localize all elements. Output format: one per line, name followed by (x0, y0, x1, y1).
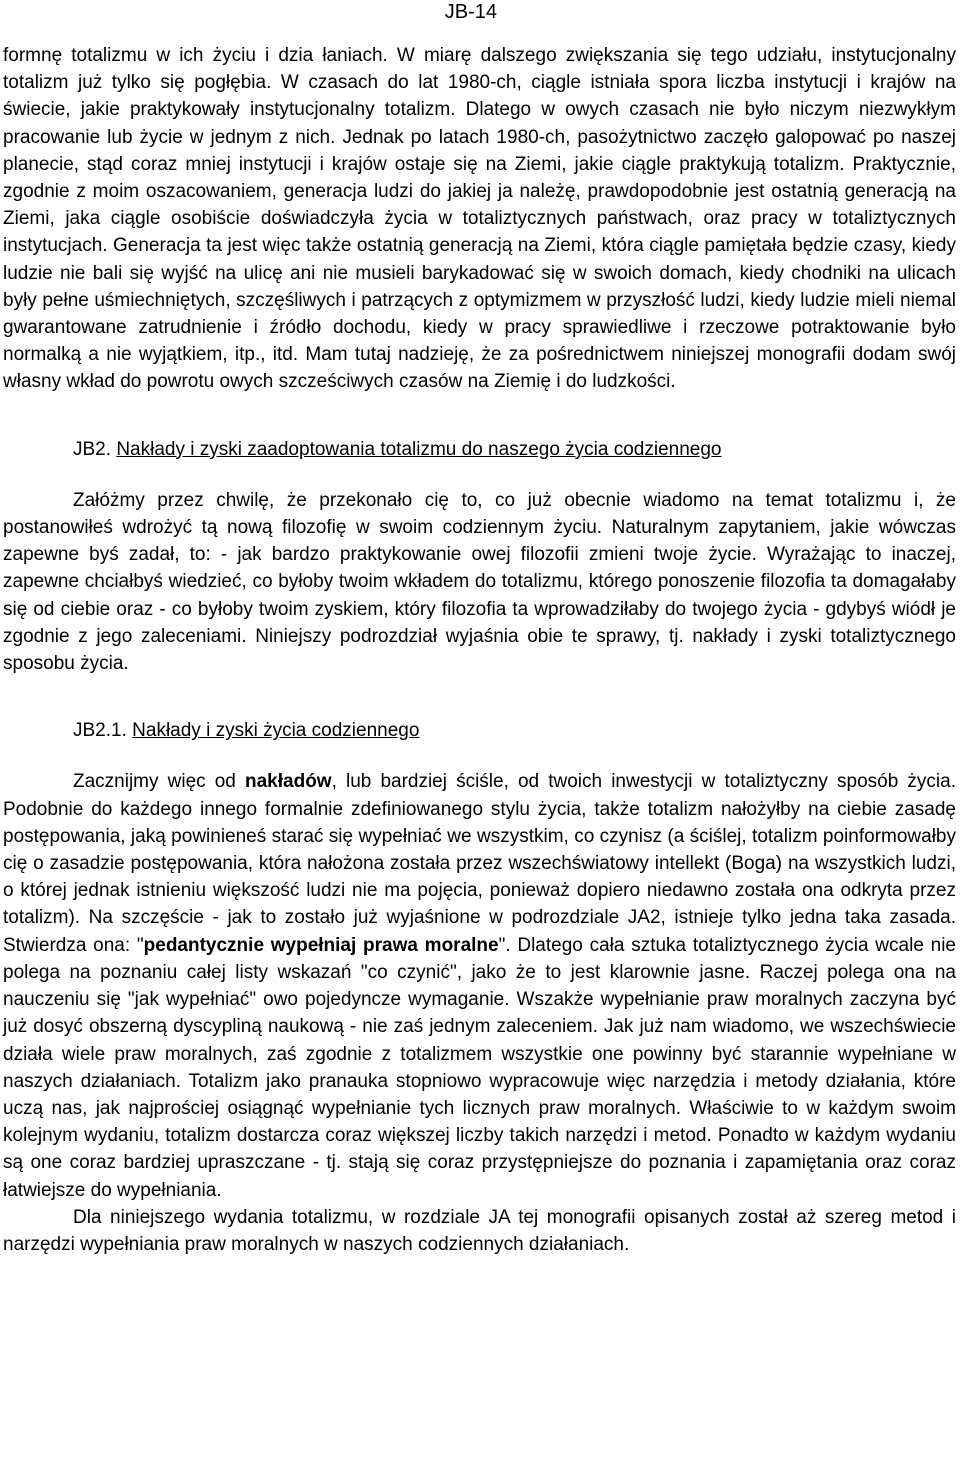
section-jb2-paragraph: Załóżmy przez chwilę, że przekonało cię to, co już obecnie wiadomo na temat totalizmu i, że postanowiłeś wdrożyć tą nową filozofię w swoim codziennym życiu. Naturalnym zapytaniem, jakie wówczas zapewne byś zadał, to: - jak bardzo praktykowanie owej filozofii zmieni twoje życie. Wyrażając to inaczej, zapewne chciałbyś wiedzieć, co byłoby twoim wkładem do totalizmu, którego ponoszenie filozofia ta domagałaby się od ciebie oraz - co byłoby twoim zyskiem, który filozofia ta wprowadziłaby do twojego życia - gdybyś wiódł je zgodnie z jego zaleceniami. Niniejszy podrozdział wyjaśnia obie te sprawy, tj. nakłady i zyski totaliztycznego sposobu życia. (3, 489, 956, 675)
page-header: JB-14 (444, 1, 497, 23)
section-title: Nakłady i zyski życia codziennego (132, 720, 420, 742)
section-number: JB2.1. (73, 720, 127, 742)
spacer (3, 677, 956, 717)
text-run: , lub bardziej ściśle, od twoich inwestycji w totaliztyczny sposób życia. Podobnie do każdego innego formalnie zdefiniowanego stylu życia, także totalizm nałożyłby na ciebie zasadę postępowania, jaką powinieneś starać się wypełniać we wszystkim, co czynisz (a ściślej, totalizm poinformowałby cię o zasadzie postępowania, która nałożona została przez wszechświatowy intellekt (Boga) na wszystkich ludzi, o której jednak istnieniu większość ludzi nie ma pojęcia, ponieważ dopiero niedawno została ona odkryta przez totalizm). Na szczęście - jak to zostało już wyjaśnione w podrozdziale JA2, istnieje tylko jedna taka zasada. Stwierdza ona: " (3, 771, 956, 956)
bold-term: pedantycznie wypełniaj prawa moralne (143, 934, 499, 956)
section-jb2-1-paragraph-1 (3, 768, 956, 1203)
spacer (3, 744, 956, 768)
section-number: JB2. (73, 438, 112, 460)
section-jb2-1-paragraph-2: Dla niniejszego wydania totalizmu, w rozdziale JA tej monografii opisanych został aż szereg metod i narzędzi wypełniania praw moralnych w naszych codziennych działaniach. (3, 1206, 956, 1255)
document-body (3, 42, 956, 1258)
section-heading-jb2-1 (3, 717, 956, 744)
bold-term: nakładów (245, 771, 332, 793)
intro-paragraph: formnę totalizmu w ich życiu i dzia łaniach. W miarę dalszego zwiększania się tego udziału, instytucjonalny totalizm już tylko się pogłębia. W czasach do lat 1980-ch, ciągle istniała spora liczba instytucji i krajów na świecie, jakie praktykowały instytucjonalny totalizm. Dlatego w owych czasach nie było niczym niezwykłym pracowanie lub życie w jednym z nich. Jednak po latach 1980-ch, pasożytnictwo zaczęło galopować po naszej planecie, stąd coraz mniej instytucji i krajów ostaje się na Ziemi, jakie ciągle praktykują totalizm. Praktycznie, zgodnie z moim oszacowaniem, generacja ludzi do jakiej ja należę, prawdopodobnie jest ostatnią generacją na Ziemi, jaka ciągle osobiście doświadczyła życia w totaliztycznych państwach, oraz pracy w totaliztycznych instytucjach. Generacja ta jest więc także ostatnią generacją na Ziemi, która ciągle pamiętała będzie czasy, kiedy ludzie nie bali się wyjść na ulicę ani nie musieli barykadować się w swoich domach, kiedy chodniki na ulicach były pełne uśmiechniętych, szczęśliwych i patrzących z optymizmem w przyszłość ludzi, kiedy ludzie mieli niemal gwarantowane zatrudnienie i źródło dochodu, kiedy w pracy sprawiedliwe i rzeczowe potraktowanie było normalką a nie wyjątkiem, itp., itd. Mam tutaj nadzieję, że za pośrednictwem niniejszej monografii dodam swój własny wkład do powrotu owych szcześciwych czasów na Ziemię i do ludzkości. (3, 45, 956, 393)
spacer (3, 396, 956, 436)
text-run: Zacznijmy więc od (73, 771, 245, 793)
section-title: Nakłady i zyski zaadoptowania totalizmu do naszego życia codziennego (116, 438, 722, 460)
section-heading-jb2 (3, 436, 956, 463)
text-run: ". Dlatego cała sztuka totaliztycznego życia wcale nie polega na poznaniu całej listy wskazań "co czynić", jako że to jest klarownie jasne. Raczej polega ona na nauczeniu się "jak wypełniać" owo pojedyncze wymaganie. Wszakże wypełnianie praw moralnych zaczyna być już dosyć obszerną dyscypliną naukową - nie zaś jednym zaleceniem. Jak już nam wiadomo, we wszechświecie działa wiele praw moralnych, zaś zgodnie z totalizmem wszystkie one powinny być starannie wypełniane w naszych działaniach. Totalizm jako pranauka stopniowo wypracowuje więc narzędzia i metody działania, które uczą nas, jak najprościej osiągnąć wypełnianie tych licznych praw moralnych. Właściwie to w każdym swoim kolejnym wydaniu, totalizm dostarcza coraz większej liczby takich narzędzi i metod. Ponadto w każdym wydaniu są one coraz bardziej upraszczane - tj. stają się coraz przystępniejsze do poznania i zapamiętania oraz coraz łatwiejsze do wypełniania. (3, 934, 956, 1201)
spacer (3, 463, 956, 487)
